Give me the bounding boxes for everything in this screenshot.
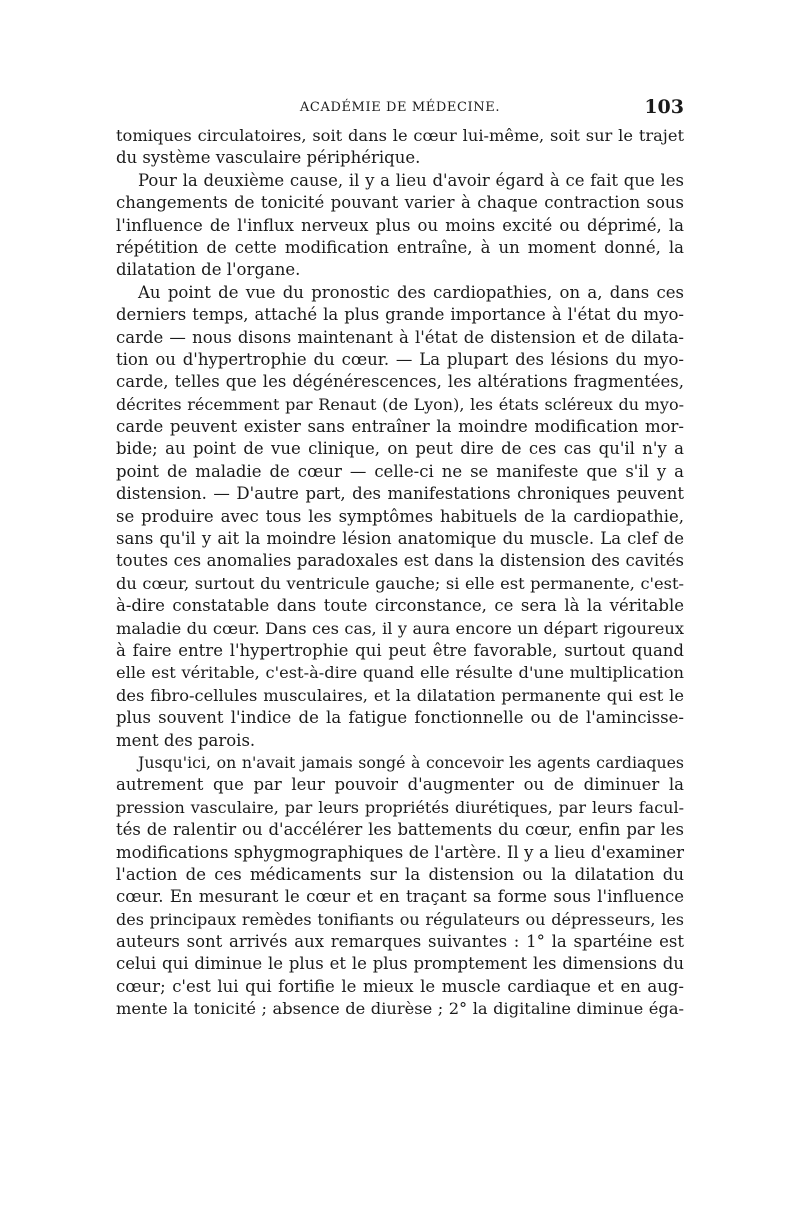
text-line: répétition de cette modification entraîne, à un moment donné, la bbox=[116, 237, 684, 257]
text-line: celui qui diminue le plus et le plus promptement les dimensions du bbox=[116, 954, 684, 974]
text-line: cœur; c'est lui qui fortifie le mieux le muscle cardiaque et en aug- bbox=[116, 976, 684, 996]
text-line: autrement que par leur pouvoir d'augmenter ou de diminuer la bbox=[116, 775, 684, 795]
text-line: pression vasculaire, par leurs propriétés diurétiques, par leurs facul- bbox=[116, 797, 684, 817]
text-line: du système vasculaire périphérique. bbox=[116, 148, 421, 168]
text-line: cœur. En mesurant le cœur et en traçant sa forme sous l'influence bbox=[116, 887, 684, 907]
text-line: carde peuvent exister sans entraîner la moindre modification mor- bbox=[116, 417, 684, 437]
text-line: ment des parois. bbox=[116, 730, 256, 750]
page-header bbox=[116, 96, 684, 120]
text-line: l'action de ces médicaments sur la distension ou la dilatation du bbox=[116, 864, 684, 884]
text-line: modifications sphygmographiques de l'artère. Il y a lieu d'examiner bbox=[116, 842, 684, 862]
text-line: tomiques circulatoires, soit dans le cœur lui-même, soit sur le trajet bbox=[116, 126, 684, 145]
running-head: ACADÉMIE DE MÉDECINE. bbox=[299, 100, 501, 115]
text-line: mente la tonicité ; absence de diurèse ; 2° la digitaline diminue éga- bbox=[116, 999, 684, 1019]
text-line: carde — nous disons maintenant à l'état de distension et de dilata- bbox=[116, 327, 684, 347]
text-line: toutes ces anomalies paradoxales est dans la distension des cavités bbox=[116, 551, 684, 571]
text-line: des fibro-cellules musculaires, et la dilatation permanente qui est le bbox=[116, 685, 684, 705]
text-line: maladie du cœur. Dans ces cas, il y aura encore un départ rigoureux bbox=[116, 618, 684, 638]
text-line: auteurs sont arrivés aux remarques suivantes : 1° la spartéine est bbox=[116, 932, 684, 952]
text-line: derniers temps, attaché la plus grande importance à l'état du myo- bbox=[116, 305, 684, 325]
text-line: Jusqu'ici, on n'avait jamais songé à concevoir les agents cardiaques bbox=[138, 752, 684, 772]
text-line: plus souvent l'indice de la fatigue fonctionnelle ou de l'amincisse- bbox=[116, 708, 684, 728]
text-line: distension. — D'autre part, des manifestations chroniques peuvent bbox=[116, 484, 684, 504]
text-line: point de maladie de cœur — celle-ci ne se manifeste que s'il y a bbox=[116, 461, 684, 481]
text-line: l'influence de l'influx nerveux plus ou moins excité ou déprimé, la bbox=[116, 215, 684, 235]
text-line: tion ou d'hypertrophie du cœur. — La plupart des lésions du myo- bbox=[116, 349, 684, 369]
text-line: carde, telles que les dégénérescences, les altérations fragmentées, bbox=[116, 372, 684, 392]
text-line: tés de ralentir ou d'accélérer les battements du cœur, enfin par les bbox=[116, 820, 684, 840]
text-line: dilatation de l'organe. bbox=[116, 260, 301, 280]
text-line: Pour la deuxième cause, il y a lieu d'avoir égard à ce fait que les bbox=[138, 170, 684, 190]
text-line: sans qu'il y ait la moindre lésion anatomique du muscle. La clef de bbox=[116, 529, 684, 549]
text-line: à faire entre l'hypertrophie qui peut être favorable, surtout quand bbox=[116, 640, 684, 660]
text-line: à-dire constatable dans toute circonstance, ce sera là la véritable bbox=[116, 596, 684, 616]
text-line: Au point de vue du pronostic des cardiopathies, on a, dans ces bbox=[138, 282, 684, 302]
text-line: du cœur, surtout du ventricule gauche; si elle est permanente, c'est- bbox=[116, 573, 684, 593]
text-line: décrites récemment par Renaut (de Lyon), les états scléreux du myo- bbox=[116, 394, 684, 414]
text-line: changements de tonicité pouvant varier à chaque contraction sous bbox=[116, 193, 684, 213]
text-line: elle est véritable, c'est-à-dire quand elle résulte d'une multiplication bbox=[116, 663, 684, 683]
body-text bbox=[116, 125, 684, 1021]
text-line: se produire avec tous les symptômes habituels de la cardiopathie, bbox=[116, 506, 684, 526]
text-line: des principaux remèdes tonifiants ou régulateurs ou dépresseurs, les bbox=[116, 909, 684, 929]
text-line: bide; au point de vue clinique, on peut dire de ces cas qu'il n'y a bbox=[116, 439, 684, 459]
page-number: 103 bbox=[644, 96, 684, 118]
